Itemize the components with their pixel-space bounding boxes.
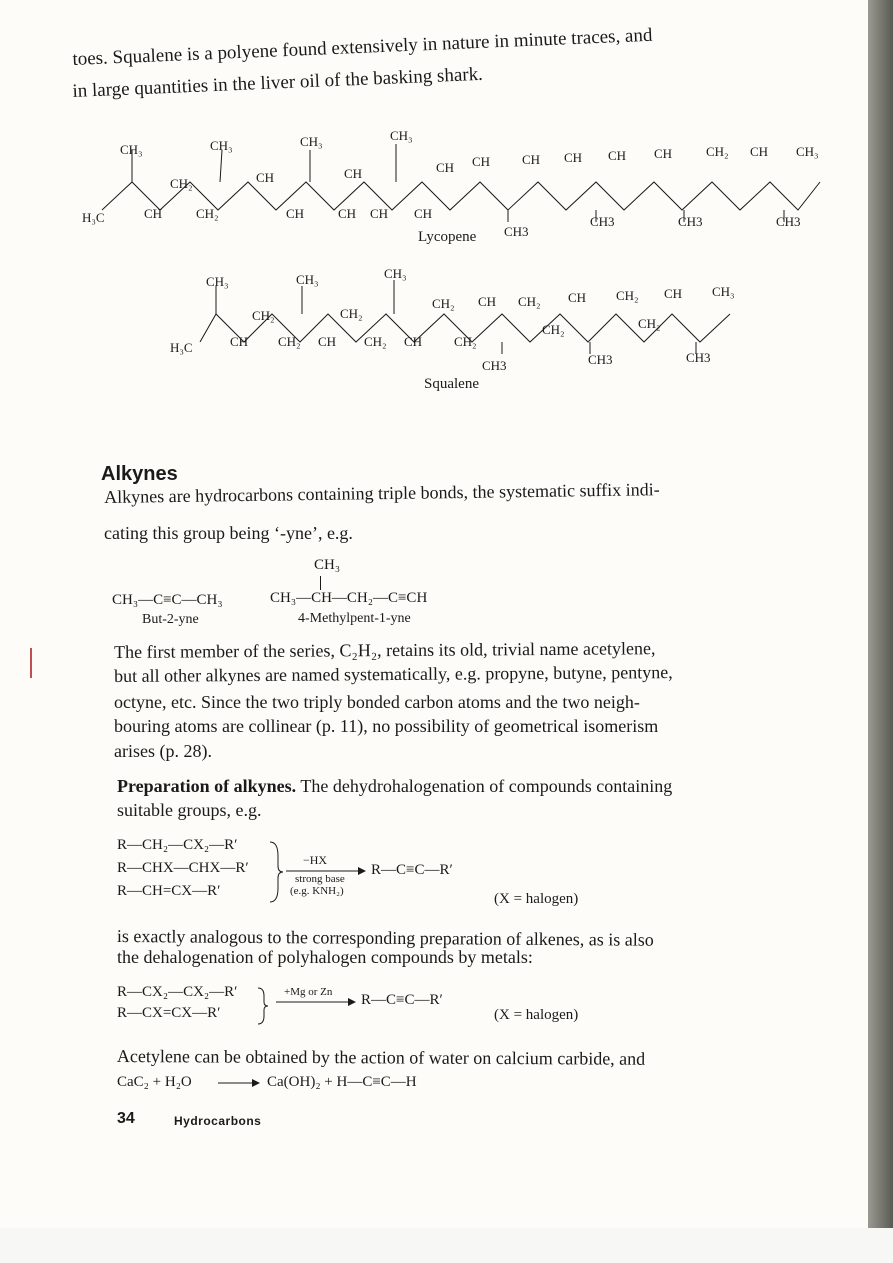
example-but-2-yne-formula: CH₃—C≡C—CH₃ xyxy=(112,592,223,608)
reaction2-reactant-1: R—CX₂—CX₂—R′ xyxy=(117,984,238,1000)
svg-text:CH₂: CH₂ xyxy=(432,296,455,311)
svg-text:CH₂: CH₂ xyxy=(340,306,363,321)
example-methylpentyne-name: 4-Methylpent-1-yne xyxy=(298,611,411,626)
svg-text:CH₂: CH₂ xyxy=(364,334,387,349)
running-title: Hydrocarbons xyxy=(174,1114,262,1128)
reaction1-reactant-3: R—CH=CX—R′ xyxy=(117,883,221,899)
alkynes-intro-line-2: cating this group being ‘-yne’, e.g. xyxy=(104,523,353,543)
reaction3-arrow xyxy=(218,1078,260,1088)
svg-text:CH: CH xyxy=(472,154,491,169)
paragraph-acetylene-line-5: arises (p. 28). xyxy=(114,741,212,761)
svg-text:CH: CH xyxy=(568,290,587,305)
svg-text:CH₃: CH₃ xyxy=(210,138,233,153)
reaction2-reagent-above: +Mg or Zn xyxy=(284,986,333,998)
svg-text:CH₂: CH₂ xyxy=(196,206,219,221)
reaction2-product: R—C≡C—R′ xyxy=(361,992,443,1008)
paragraph-acetylene-line-3: octyne, etc. Since the two triply bonded carbon atoms and the two neigh- xyxy=(114,692,640,712)
page-edge-shadow xyxy=(868,0,893,1228)
paragraph-acetylene-line-4: bouring atoms are collinear (p. 11), no possibility of geometrical isomerism xyxy=(114,716,659,736)
page-number: 34 xyxy=(117,1110,135,1127)
preparation-title: Preparation of alkynes. xyxy=(117,776,297,796)
lycopene-structure xyxy=(60,122,840,242)
intro-line-1: toes. Squalene is a polyene found extensively in nature in minute traces, and xyxy=(72,24,653,70)
svg-text:CH3: CH3 xyxy=(776,214,801,229)
svg-text:CH₂: CH₂ xyxy=(706,144,729,159)
paragraph-acetylene-line-1: The first member of the series, C₂H₂, retains its old, trivial name acetylene, xyxy=(114,638,656,662)
squalene-caption: Squalene xyxy=(424,376,479,392)
paragraph-carbide: Acetylene can be obtained by the action of water on calcium carbide, and xyxy=(116,1046,646,1069)
svg-text:CH₃: CH₃ xyxy=(390,128,413,143)
svg-text:CH: CH xyxy=(478,294,497,309)
reaction1-reactant-2: R—CHX—CHX—R′ xyxy=(117,860,249,876)
svg-text:CH3: CH3 xyxy=(588,352,613,367)
reaction1-reactant-1: R—CH₂—CX₂—R′ xyxy=(117,837,238,853)
reaction3-products: Ca(OH)₂ + H—C≡C—H xyxy=(267,1074,417,1090)
svg-text:CH₃: CH₃ xyxy=(796,144,819,159)
page-bottom-margin xyxy=(0,1228,893,1263)
svg-text:CH: CH xyxy=(522,152,541,167)
svg-text:CH₂: CH₂ xyxy=(170,176,193,191)
svg-text:CH: CH xyxy=(750,144,769,159)
branch-bond xyxy=(320,576,321,590)
lycopene-caption: Lycopene xyxy=(418,229,477,245)
paragraph-dehalogenation-line-1: is exactly analogous to the corresponding preparation of alkenes, as is also xyxy=(116,926,654,950)
svg-text:CH: CH xyxy=(344,166,363,181)
svg-text:CH₂: CH₂ xyxy=(278,334,301,349)
svg-text:CH: CH xyxy=(404,334,423,349)
svg-text:CH: CH xyxy=(436,160,455,175)
intro-line-2: in large quantities in the liver oil of the basking shark. xyxy=(72,63,484,102)
svg-text:CH: CH xyxy=(144,206,163,221)
preparation-text: The dehydrohalogenation of compounds containing xyxy=(296,776,673,796)
paragraph-dehalogenation-line-2: the dehalogenation of polyhalogen compounds by metals: xyxy=(117,947,533,967)
svg-text:H₃C: H₃C xyxy=(82,210,105,225)
reaction3-reactants: CaC₂ + H₂O xyxy=(117,1074,192,1090)
svg-text:CH: CH xyxy=(318,334,337,349)
svg-text:CH: CH xyxy=(414,206,433,221)
svg-text:CH3: CH3 xyxy=(504,224,529,239)
svg-text:CH₂: CH₂ xyxy=(638,316,661,331)
reaction2-note: (X = halogen) xyxy=(494,1007,579,1023)
svg-text:CH: CH xyxy=(230,334,249,349)
svg-text:CH₂: CH₂ xyxy=(252,308,275,323)
svg-text:CH₃: CH₃ xyxy=(296,272,319,287)
svg-text:CH3: CH3 xyxy=(678,214,703,229)
svg-text:CH: CH xyxy=(370,206,389,221)
svg-text:H₃C: H₃C xyxy=(170,340,193,355)
svg-text:CH3: CH3 xyxy=(686,350,711,365)
svg-text:CH₂: CH₂ xyxy=(542,322,565,337)
svg-text:CH: CH xyxy=(664,286,683,301)
svg-text:CH3: CH3 xyxy=(590,214,615,229)
svg-text:CH: CH xyxy=(564,150,583,165)
reaction1-brace xyxy=(268,840,284,904)
svg-text:CH: CH xyxy=(286,206,305,221)
svg-text:CH₃: CH₃ xyxy=(120,142,143,157)
example-but-2-yne-name: But-2-yne xyxy=(142,612,199,627)
section-heading: Alkynes xyxy=(101,463,178,485)
alkynes-intro-line-1: Alkynes are hydrocarbons containing triple bonds, the systematic suffix indi- xyxy=(104,479,660,507)
svg-text:CH₃: CH₃ xyxy=(384,266,407,281)
svg-text:CH₃: CH₃ xyxy=(206,274,229,289)
svg-text:CH₂: CH₂ xyxy=(454,334,477,349)
svg-text:CH₂: CH₂ xyxy=(518,294,541,309)
svg-text:CH: CH xyxy=(654,146,673,161)
preparation-line-1 xyxy=(117,775,672,798)
squalene-structure xyxy=(160,262,780,372)
svg-text:CH: CH xyxy=(256,170,275,185)
margin-mark xyxy=(30,648,32,678)
svg-text:CH₃: CH₃ xyxy=(712,284,735,299)
svg-text:CH3: CH3 xyxy=(482,358,507,372)
example-methylpentyne-branch: CH₃ xyxy=(314,557,341,573)
preparation-line-2: suitable groups, e.g. xyxy=(117,800,262,820)
svg-text:CH₂: CH₂ xyxy=(616,288,639,303)
svg-text:CH: CH xyxy=(608,148,627,163)
reaction1-product: R—C≡C—R′ xyxy=(371,862,453,878)
reaction1-note: (X = halogen) xyxy=(494,891,579,907)
reaction1-reagent-below-1: strong base xyxy=(295,873,345,885)
reaction2-reactant-2: R—CX=CX—R′ xyxy=(117,1005,221,1021)
reaction1-reagent-above: −HX xyxy=(303,853,328,867)
paragraph-acetylene-line-2: but all other alkynes are named systematically, e.g. propyne, butyne, pentyne, xyxy=(114,662,673,686)
svg-text:CH: CH xyxy=(338,206,357,221)
svg-text:CH₃: CH₃ xyxy=(300,134,323,149)
example-methylpentyne-formula: CH₃—CH—CH₂—C≡CH xyxy=(270,590,428,606)
reaction2-arrow xyxy=(276,997,356,1007)
reaction1-reagent-below-2: (e.g. KNH₂) xyxy=(290,885,344,897)
reaction2-brace xyxy=(256,986,270,1026)
